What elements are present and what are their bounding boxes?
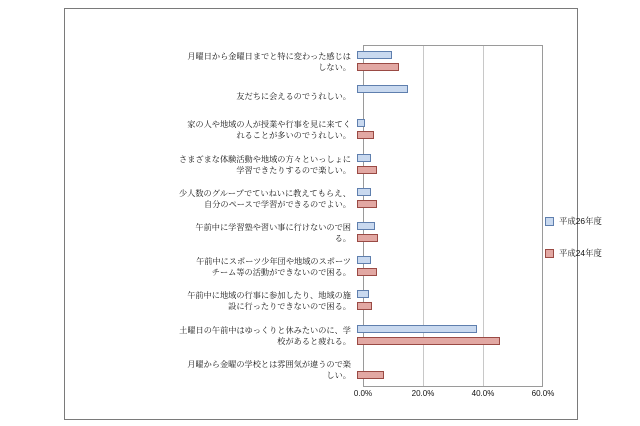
chart-bar [357,222,375,230]
chart-row-bars [357,113,537,147]
chart-row-bars [357,250,537,284]
chart-row-label: 友だちに会えるのでうれしい。 [236,91,351,101]
chart-bar [357,188,371,196]
chart-row-bars [357,148,537,182]
chart-bar [357,302,372,310]
legend-swatch-icon [545,249,554,258]
chart-row-bars [357,284,537,318]
x-axis-tick: 60.0% [531,389,555,398]
legend-item-h26 [545,215,602,227]
legend-label-h26: 平成26年度 [559,216,602,226]
chart-row [135,182,543,216]
chart-bar [357,234,378,242]
chart-row [135,148,543,182]
chart-row [135,45,543,79]
chart-bar [357,290,369,298]
chart-row-bars [357,319,537,353]
chart-bar [357,256,371,264]
chart-row-label: さまざまな体験活動や地域の方々といっしょに 学習できたりするので楽しい。 [179,154,351,175]
x-axis-tick: 40.0% [471,389,495,398]
legend-item-h24 [545,247,602,259]
chart-row [135,79,543,113]
chart-row-label: 月曜から金曜の学校とは雰囲気が違うので楽 しい。 [187,359,351,380]
chart-bar [357,166,377,174]
chart-bar [357,154,371,162]
chart-row-bars [357,79,537,113]
chart-row [135,284,543,318]
chart-row-bars [357,216,537,250]
chart-row [135,353,543,387]
chart-sheet [64,8,602,420]
chart-row [135,319,543,353]
legend-label-h24: 平成24年度 [559,248,602,258]
chart-bar [357,325,477,333]
chart-bar [357,51,392,59]
x-axis [353,389,555,403]
chart-bar [357,268,377,276]
chart-row [135,216,543,250]
chart-bar [357,200,377,208]
chart-row-label: 午前中に学習塾や習い事に行けないので困 る。 [195,223,351,244]
chart-row-label: 月曜日から金曜日までと特に変わった感じは しない。 [187,52,351,73]
chart-bar [357,131,374,139]
chart-row [135,250,543,284]
chart-bar [357,337,500,345]
chart-row-bars [357,353,537,387]
chart-row [135,113,543,147]
x-axis-tick: 20.0% [411,389,435,398]
chart-row-label: 土曜日の午前中はゆっくりと休みたいのに、学 校があると疲れる。 [179,325,351,346]
x-axis-tick: 0.0% [353,389,373,398]
chart-row-bars [357,45,537,79]
chart-row-label: 午前中にスポーツ少年団や地域のスポーツ チーム等の活動ができないので困る。 [196,257,351,278]
chart-row-label: 家の人や地域の人が授業や行事を見に来てく れることが多いのでうれしい。 [187,120,351,141]
chart-area [135,39,602,399]
bar-rows [135,45,543,387]
legend-swatch-icon [545,217,554,226]
chart-bar [357,119,365,127]
chart-bar [357,63,399,71]
chart-row-label: 午前中に地域の行事に参加したり、地域の施 設に行ったりできないので困る。 [187,291,351,312]
chart-row-label: 少人数のグループでていねいに教えてもらえ、 自分のペースで学習ができるのでよい。 [178,188,351,209]
chart-row-bars [357,182,537,216]
chart-legend [545,215,602,279]
chart-bar [357,85,408,93]
chart-bar [357,371,384,379]
